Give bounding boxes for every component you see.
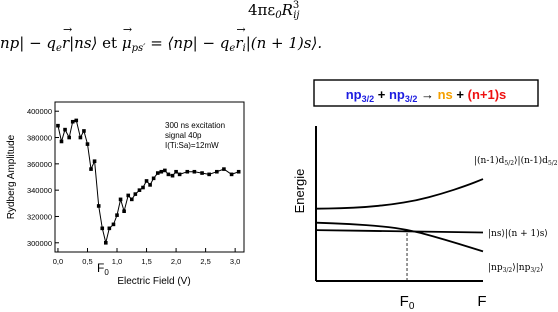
state-label-p: $|np_{3/2}⟩|np_{3/2}⟩$: [488, 263, 544, 274]
data-point: [138, 188, 142, 192]
data-point: [119, 198, 123, 202]
data-point: [186, 170, 190, 174]
eq-mu-vector: → μ: [122, 34, 132, 52]
data-point: [74, 119, 78, 123]
data-point: [174, 170, 178, 174]
y-axis-label-energie: Energie: [292, 168, 307, 214]
data-point: [207, 173, 211, 177]
y-tick-label: 340000: [26, 186, 52, 196]
data-point: [167, 173, 171, 177]
state-label-d: $|(n-1)d_{5/2}⟩|(n-1)d_{5/2}$: [474, 156, 558, 167]
data-point: [200, 171, 204, 175]
eq-part-3: |ns⟩: [69, 34, 103, 52]
data-points: [56, 119, 240, 245]
data-point: [112, 223, 116, 227]
series-line: [58, 120, 239, 242]
data-point: [156, 171, 160, 175]
title-part: np: [345, 87, 362, 102]
x-axis-ticks: [53, 248, 241, 266]
title-part: 3/2: [404, 94, 418, 104]
f0-label: $F_0$: [97, 261, 109, 277]
x-tick-label: 2,0: [170, 257, 182, 266]
data-point: [89, 167, 93, 171]
y-tick-label: 380000: [26, 133, 52, 143]
data-point: [93, 159, 97, 163]
x-tick-label: 2,5: [200, 257, 211, 266]
title-part: 3/2: [361, 94, 375, 104]
data-point: [141, 186, 145, 190]
eq-r: R: [281, 1, 293, 19]
eq-et: et: [102, 34, 118, 52]
data-point: [56, 124, 60, 128]
data-point: [215, 170, 219, 174]
data-point: [108, 227, 112, 231]
data-point: [86, 142, 90, 146]
x-tick-label: 1,0: [111, 257, 123, 266]
eq-part-4: = ⟨np| − q: [145, 34, 230, 52]
energy-diagram: [278, 66, 556, 312]
eq-mu-sub: ps′: [131, 43, 146, 54]
annotation-line-3: I(Ti:Sa)=12mW: [165, 141, 219, 150]
energy-curves: [316, 179, 483, 251]
x-axis-label-f: F: [477, 293, 487, 310]
data-point: [126, 194, 130, 198]
eq-e-sub-1: e: [56, 43, 62, 54]
y-axis-ticks: [27, 107, 59, 248]
x-tick-label: 0,5: [82, 257, 93, 266]
y-axis-label: Rydberg Amplitude: [6, 134, 17, 220]
x-tick-label: 0,0: [52, 257, 64, 266]
data-point: [230, 173, 234, 177]
annotation-line-2: signal 40p: [165, 131, 202, 140]
data-point: [122, 209, 126, 213]
data-point: [60, 140, 64, 144]
curve-p-state: [316, 223, 483, 252]
curve-s-state: [316, 230, 483, 232]
f0-axis-label: $F_0$: [399, 293, 415, 312]
data-point: [171, 174, 175, 178]
data-point: [152, 177, 156, 181]
eq-part-5: |(n + 1)s⟩.: [245, 34, 323, 52]
data-point: [134, 192, 138, 196]
curve-d-state: [316, 179, 483, 209]
x-axis-label: Electric Field (V): [117, 276, 191, 287]
state-label-s: |ns⟩|(n + 1)s⟩: [488, 229, 548, 239]
title-part: ns: [437, 87, 453, 102]
data-point: [79, 136, 83, 140]
title-part: +: [374, 87, 389, 102]
eq-r-sub-i: i: [242, 43, 246, 54]
y-tick-label: 320000: [26, 212, 52, 222]
title-part: (n+1)s: [467, 87, 507, 102]
data-point: [237, 170, 241, 174]
data-point: [222, 167, 226, 171]
data-point: [115, 213, 119, 217]
data-point: [130, 198, 134, 202]
data-point: [145, 179, 149, 183]
x-tick-label: 3,0: [229, 257, 241, 266]
data-point: [148, 183, 152, 187]
title-part: →: [417, 87, 438, 102]
y-tick-label: 400000: [26, 107, 52, 117]
y-tick-label: 360000: [26, 159, 52, 169]
data-point: [67, 136, 71, 140]
data-point: [178, 173, 182, 177]
data-point: [163, 169, 167, 173]
data-point: [97, 204, 101, 208]
y-tick-label: 300000: [26, 238, 52, 248]
eq-r-vector: → r: [62, 34, 69, 52]
data-point: [100, 227, 104, 231]
data-point: [71, 120, 75, 124]
title-part: np: [388, 87, 405, 102]
eq-r-sub: ij: [293, 10, 300, 21]
equation-denominator: [248, 0, 300, 21]
data-point: [104, 241, 108, 245]
annotation-line-1: 300 ns excitation: [165, 121, 226, 130]
data-point: [193, 170, 197, 174]
eq-e-sub-2: e: [229, 43, 236, 54]
equation-dipole: [0, 34, 322, 54]
data-point: [82, 129, 86, 133]
eq-r-vector-2: → r: [235, 34, 242, 52]
rydberg-amplitude-chart: [0, 92, 260, 290]
x-tick-label: 1,5: [141, 257, 152, 266]
eq-four-pi-eps: 4πε: [248, 1, 276, 19]
eq-part-1: np| − q: [0, 34, 57, 52]
eq-r-sup: 3: [292, 0, 300, 11]
data-point: [63, 128, 67, 132]
title-part: +: [452, 87, 468, 102]
eq-eps-sub: 0: [275, 10, 282, 21]
data-point: [160, 170, 164, 174]
